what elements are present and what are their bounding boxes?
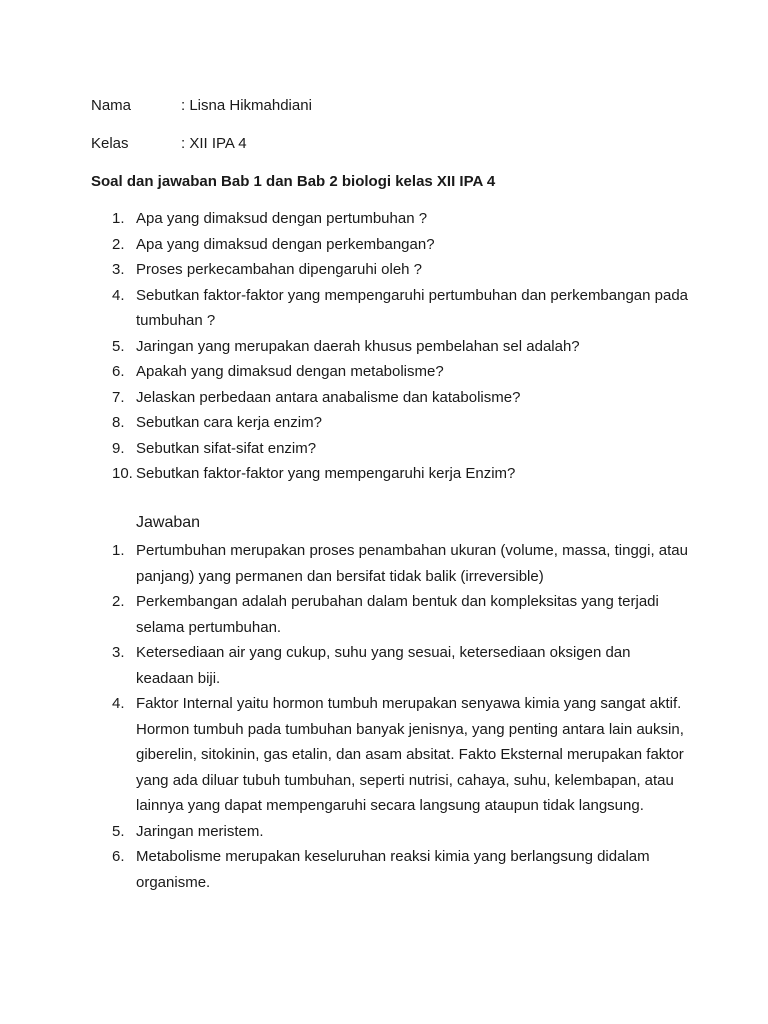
list-item [112, 410, 692, 436]
answer-list [112, 538, 692, 895]
list-item [112, 359, 692, 385]
item-number: 2. [112, 593, 125, 610]
list-item [112, 691, 692, 819]
item-number: 10. [112, 465, 133, 482]
list-item [112, 640, 692, 691]
list-item [112, 283, 692, 334]
answer-text: Ketersediaan air yang cukup, suhu yang sesuai, ketersediaan oksigen dan keadaan biji. [136, 644, 631, 687]
answer-text: Metabolisme merupakan keseluruhan reaksi kimia yang berlangsung didalam organisme. [136, 848, 650, 891]
question-list [112, 206, 692, 487]
item-number: 8. [112, 414, 125, 431]
list-item [112, 461, 692, 487]
list-item [112, 334, 692, 360]
question-text: Jelaskan perbedaan antara anabalisme dan katabolisme? [136, 388, 521, 406]
list-item [112, 206, 692, 232]
question-text: Proses perkecambahan dipengaruhi oleh ? [136, 261, 423, 278]
question-text: Sebutkan faktor-faktor yang mempengaruhi kerja Enzim? [136, 465, 516, 482]
item-number: 5. [112, 337, 125, 355]
class-label: Kelas [91, 135, 129, 152]
question-text: Apakah yang dimaksud dengan metabolisme? [136, 363, 444, 380]
item-number: 5. [112, 822, 125, 840]
answers-heading: Jawaban [136, 514, 201, 531]
item-number: 6. [112, 848, 125, 865]
list-item [112, 232, 692, 258]
class-value: : XII IPA 4 [181, 135, 247, 152]
item-number: 2. [112, 235, 125, 253]
name-value: : Lisna Hikmahdiani [181, 97, 312, 114]
class-row [91, 134, 247, 154]
item-number: 1. [112, 542, 125, 559]
answer-text: Jaringan meristem. [136, 822, 264, 840]
item-number: 7. [112, 388, 125, 406]
answer-text: Faktor Internal yaitu hormon tumbuh merupakan senyawa kimia yang sangat aktif. Hormon tumbuh pada tumbuhan banyak jenisnya, yang penting antara lain auksin, giberelin, sitokinin, gas etalin, dan asam absitat. Fakto Eksternal merupakan faktor yang ada diluar tubuh tumbuhan, seperti nutrisi, cahaya, suhu, kelembapan, atau lainnya yang dapat mempengaruhi secara langsung ataupun tidak langsung. [136, 695, 684, 814]
question-text: Sebutkan faktor-faktor yang mempengaruhi pertumbuhan dan perkembangan pada tumbuhan ? [136, 286, 689, 329]
item-number: 3. [112, 261, 125, 278]
answer-text: Perkembangan adalah perubahan dalam bentuk dan kompleksitas yang terjadi selama pertumbuhan. [136, 593, 659, 636]
question-text: Sebutkan cara kerja enzim? [136, 414, 322, 431]
list-item [112, 589, 692, 640]
list-item [112, 257, 692, 283]
item-number: 6. [112, 363, 125, 380]
item-number: 3. [112, 644, 125, 661]
answer-text: Pertumbuhan merupakan proses penambahan ukuran (volume, massa, tinggi, atau panjang) yang permanen dan bersifat tidak balik (irreversible) [136, 542, 688, 585]
list-item [112, 844, 692, 895]
name-label: Nama [91, 97, 132, 114]
question-text: Jaringan yang merupakan daerah khusus pembelahan sel adalah? [136, 337, 580, 355]
question-text: Sebutkan sifat-sifat enzim? [136, 439, 317, 457]
item-number: 9. [112, 439, 125, 457]
item-number: 1. [112, 210, 125, 227]
list-item [112, 538, 692, 589]
list-item [112, 385, 692, 411]
list-item [112, 819, 692, 845]
item-number: 4. [112, 695, 125, 712]
question-text: Apa yang dimaksud dengan pertumbuhan ? [136, 210, 428, 227]
item-number: 4. [112, 286, 125, 304]
list-item [112, 436, 692, 462]
name-row [91, 96, 312, 116]
question-text: Apa yang dimaksud dengan perkembangan? [136, 235, 435, 253]
document-title: Soal dan jawaban Bab 1 dan Bab 2 biologi kelas XII IPA 4 [91, 173, 496, 190]
